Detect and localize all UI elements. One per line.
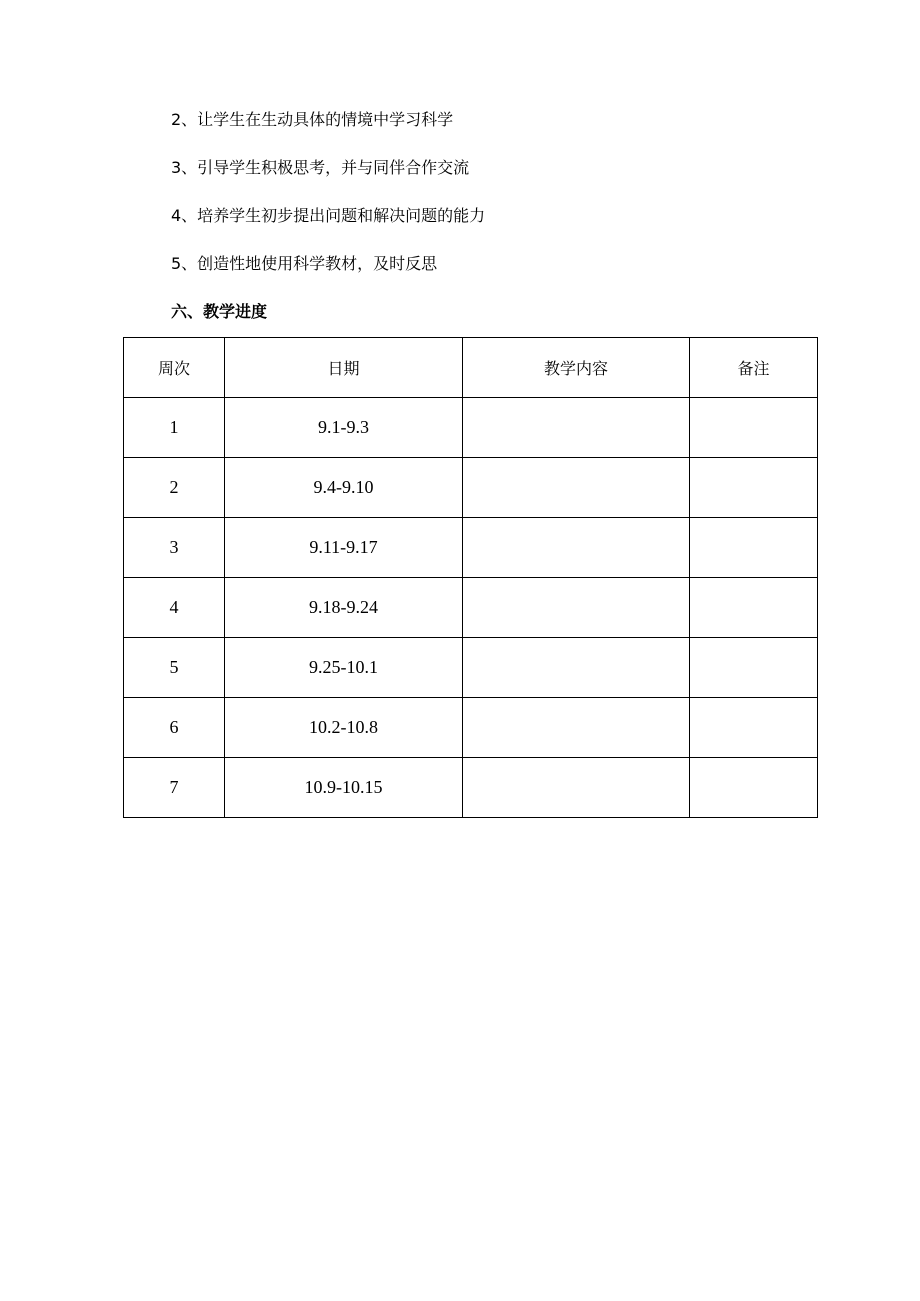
date-cell: 9.25-10.1 <box>225 638 463 698</box>
week-cell: 5 <box>124 638 225 698</box>
table-row <box>124 698 818 758</box>
header-date: 日期 <box>225 338 463 398</box>
table-row <box>124 398 818 458</box>
week-cell: 4 <box>124 578 225 638</box>
header-content: 教学内容 <box>463 338 690 398</box>
content-cell <box>463 758 690 818</box>
list-item: 4、培养学生初步提出问题和解决问题的能力 <box>171 206 486 225</box>
content-cell <box>463 458 690 518</box>
content-cell <box>463 518 690 578</box>
week-cell: 7 <box>124 758 225 818</box>
date-cell: 9.4-9.10 <box>225 458 463 518</box>
date-cell: 9.18-9.24 <box>225 578 463 638</box>
list-item: 3、引导学生积极思考，并与同伴合作交流 <box>171 158 470 177</box>
notes-cell <box>690 518 818 578</box>
schedule-table <box>123 337 818 818</box>
notes-cell <box>690 698 818 758</box>
date-cell: 9.11-9.17 <box>225 518 463 578</box>
table-header-row <box>124 338 818 398</box>
table-row <box>124 578 818 638</box>
week-cell: 1 <box>124 398 225 458</box>
notes-cell <box>690 638 818 698</box>
content-cell <box>463 698 690 758</box>
table-row <box>124 458 818 518</box>
content-cell <box>463 398 690 458</box>
week-cell: 3 <box>124 518 225 578</box>
week-cell: 6 <box>124 698 225 758</box>
table-row <box>124 638 818 698</box>
date-cell: 10.2-10.8 <box>225 698 463 758</box>
date-cell: 9.1-9.3 <box>225 398 463 458</box>
content-cell <box>463 578 690 638</box>
content-cell <box>463 638 690 698</box>
section-heading: 六、教学进度 <box>171 302 268 321</box>
list-item: 5、创造性地使用科学教材，及时反思 <box>171 254 438 273</box>
header-week: 周次 <box>124 338 225 398</box>
week-cell: 2 <box>124 458 225 518</box>
header-notes: 备注 <box>690 338 818 398</box>
table-row <box>124 518 818 578</box>
notes-cell <box>690 458 818 518</box>
list-item: 2、让学生在生动具体的情境中学习科学 <box>171 110 454 129</box>
table-row <box>124 758 818 818</box>
notes-cell <box>690 578 818 638</box>
date-cell: 10.9-10.15 <box>225 758 463 818</box>
notes-cell <box>690 398 818 458</box>
notes-cell <box>690 758 818 818</box>
